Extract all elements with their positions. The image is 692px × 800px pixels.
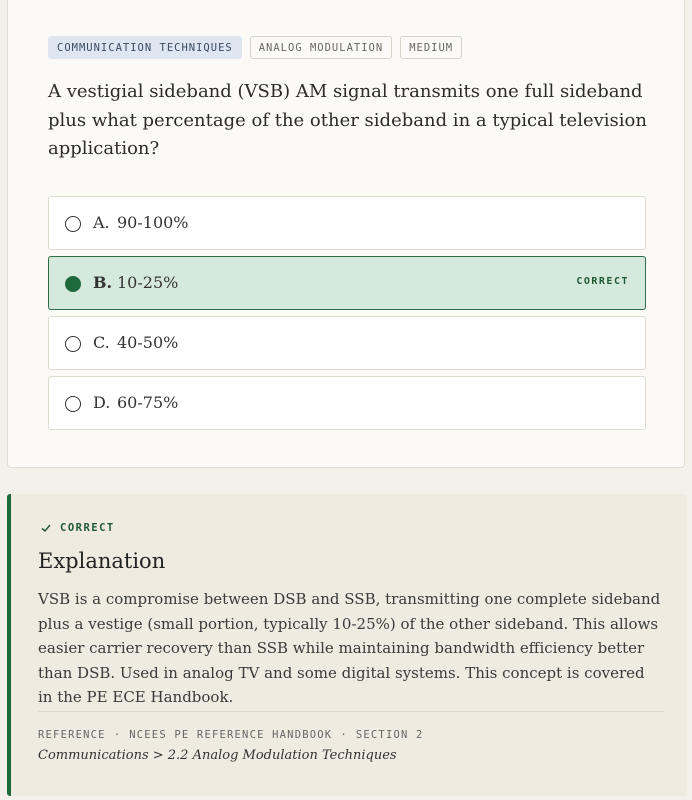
explanation-status-label: CORRECT bbox=[60, 522, 115, 534]
reference-section: SECTION 2 bbox=[355, 729, 424, 741]
question-card bbox=[7, 0, 685, 468]
radio-icon[interactable] bbox=[65, 396, 81, 412]
option-text: 60-75% bbox=[117, 393, 179, 412]
option-a[interactable] bbox=[48, 196, 646, 250]
divider bbox=[38, 711, 664, 712]
reference-line: REFERENCE · NCEES PE REFERENCE HANDBOOK · SECTION 2 bbox=[38, 729, 424, 741]
radio-icon[interactable] bbox=[65, 216, 81, 232]
option-d[interactable] bbox=[48, 376, 646, 430]
explanation-panel bbox=[7, 494, 687, 796]
reference-label: REFERENCE bbox=[38, 729, 106, 741]
option-text: 10-25% bbox=[117, 273, 179, 292]
tag-subtopic: ANALOG MODULATION bbox=[250, 36, 392, 59]
option-text: 40-50% bbox=[117, 333, 179, 352]
check-icon bbox=[40, 522, 52, 534]
reference-source: NCEES PE REFERENCE HANDBOOK bbox=[129, 729, 333, 741]
option-c[interactable] bbox=[48, 316, 646, 370]
explanation-title: Explanation bbox=[38, 549, 166, 573]
tag-topic: COMMUNICATION TECHNIQUES bbox=[48, 36, 242, 59]
radio-selected-icon[interactable] bbox=[65, 276, 81, 292]
correct-badge: CORRECT bbox=[576, 276, 629, 287]
tag-list bbox=[48, 36, 462, 59]
explanation-body: VSB is a compromise between DSB and SSB, transmitting one complete sideband plus a vestige (small portion, typically 10-25%) of the other sideband. This allows easier carrier recovery than SSB while maintaining bandwidth efficiency better than DSB. Used in analog TV and some digital systems. This concept is covered in the PE ECE Handbook. bbox=[38, 590, 661, 706]
option-letter: B. bbox=[93, 273, 113, 292]
option-b[interactable] bbox=[48, 256, 646, 310]
option-letter: A. bbox=[93, 213, 110, 232]
option-letter: D. bbox=[93, 393, 111, 412]
reference-path: Communications > 2.2 Analog Modulation Techniques bbox=[38, 748, 397, 763]
option-letter: C. bbox=[93, 333, 110, 352]
radio-icon[interactable] bbox=[65, 336, 81, 352]
explanation-status bbox=[40, 522, 115, 534]
tag-difficulty: MEDIUM bbox=[400, 36, 462, 59]
question-text: A vestigial sideband (VSB) AM signal transmits one full sideband plus what percentage of the other sideband in a typical television application? bbox=[48, 81, 647, 159]
option-text: 90-100% bbox=[117, 213, 189, 232]
